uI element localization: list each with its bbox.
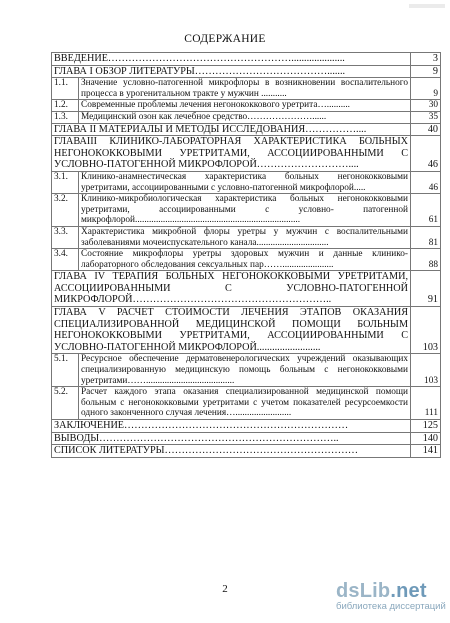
toc-page-number: 30: [411, 100, 441, 112]
toc-section-row: [52, 100, 441, 112]
page-title: СОДЕРЖАНИЕ: [184, 33, 266, 45]
toc-section-number: 1.2.: [52, 100, 79, 112]
watermark-logo: [336, 580, 446, 603]
toc-page-number: 141: [411, 445, 441, 458]
toc-page-number: 91: [411, 271, 441, 307]
toc-chapter-title: ЗАКЛЮЧЕНИЕ…………………………………………………………: [52, 420, 411, 433]
toc-page-number: 111: [411, 387, 441, 420]
toc-chapter-row: [52, 432, 441, 445]
toc-entry-title: Клинико-микробиологическая характеристика больных негонококковыми уретритами, ассоциированными с условно- патогенной микрофлорой.......................................................................: [79, 194, 411, 227]
toc-page-number: 103: [411, 354, 441, 387]
toc-page-number: 125: [411, 420, 441, 433]
toc-section-row: [52, 78, 441, 100]
toc-section-number: 3.4.: [52, 249, 79, 271]
toc-page-number: 40: [411, 123, 441, 136]
toc-page-number: 81: [411, 226, 441, 248]
toc-section-number: 5.1.: [52, 354, 79, 387]
toc-page-number: 103: [411, 307, 441, 354]
toc-chapter-title: ВЫВОДЫ……………………………………………………………..: [52, 432, 411, 445]
toc-chapter-title: ГЛАВА IV ТЕРАПИЯ БОЛЬНЫХ НЕГОНОКОККОВЫМИ УРЕТРИТАМИ, АССОЦИИРОВАННЫМИ С УСЛОВНО-ПАТОГЕННОЙ МИКРОФЛОРОЙ…………………………………………………..: [52, 271, 411, 307]
toc-page-number: 46: [411, 136, 441, 172]
toc-section-row: [52, 194, 441, 227]
watermark-subtitle: библиотека диссертаций: [336, 601, 446, 612]
toc-entry-title: Ресурсное обеспечение дерматовенерологических учреждений оказывающих специализированную медицинскую помощь больным с негонококковыми уретритами……......................................: [79, 354, 411, 387]
toc-page-number: 46: [411, 171, 441, 193]
page-number: 2: [222, 583, 228, 595]
toc-entry-title: Современные проблемы лечения негонококкового уретрита…..........: [79, 100, 411, 112]
toc-page-number: 35: [411, 111, 441, 123]
toc-chapter-title: СПИСОК ЛИТЕРАТУРЫ…………………………………………………: [52, 445, 411, 458]
toc-chapter-title: ГЛАВА V РАСЧЕТ СТОИМОСТИ ЛЕЧЕНИЯ ЭТАПОВ ОКАЗАНИЯ СПЕЦИАЛИЗИРОВАННОЙ МЕДИЦИНСКОЙ ПОМОЩИ БОЛЬНЫМ НЕГОНОКОККОВЫМИ УРЕТРИТАМИ, АССОЦИИРОВАННЫМИ С УСЛОВНО-ПАТОГЕННОЙ МИКРОФЛОРОЙ.........................: [52, 307, 411, 354]
watermark-logo-tld: .net: [390, 580, 427, 602]
toc-chapter-title: ГЛАВАIII КЛИНИКО-ЛАБОРАТОРНАЯ ХАРАКТЕРИСТИКА БОЛЬНЫХ НЕГОНОКОККОВЫМИ УРЕТРИТАМИ, АССОЦИИРОВАННЫМИ С УСЛОВНО-ПАТОГЕННОЙ МИКРОФЛОРОЙ………………………....: [52, 136, 411, 172]
toc-entry-title: Состояние микрофлоры уретры здоровых мужчин и данные клинико-лабораторного обследования сексуальных пар……......................: [79, 249, 411, 271]
toc-page-number: 88: [411, 249, 441, 271]
scan-artifact: [409, 4, 445, 8]
toc-body: [52, 53, 441, 458]
toc-chapter-row: [52, 123, 441, 136]
toc-page-number: 9: [411, 78, 441, 100]
toc-chapter-row: [52, 65, 441, 78]
table-of-contents: [51, 52, 441, 458]
watermark: [336, 580, 446, 620]
toc-chapter-row: [52, 420, 441, 433]
toc-chapter-title: ГЛАВА I ОБЗОР ЛИТЕРАТУРЫ………………………………….......: [52, 65, 411, 78]
toc-section-number: 5.2.: [52, 387, 79, 420]
toc-section-row: [52, 354, 441, 387]
toc-entry-title: Клинико-анамнестическая характеристика больных негонококковыми уретритами, ассоциированными с условно-патогенной микрофлорой.....: [79, 171, 411, 193]
toc-section-row: [52, 111, 441, 123]
toc-section-number: 1.3.: [52, 111, 79, 123]
toc-page-number: 140: [411, 432, 441, 445]
toc-chapter-row: [52, 53, 441, 66]
toc-entry-title: Расчет каждого этапа оказания специализированной медицинской помощи больным с негонококковыми уретритами с учетом показателей ресурсоемкости одного законченного случая лечения…........................: [79, 387, 411, 420]
toc-section-number: 3.1.: [52, 171, 79, 193]
toc-page-number: 61: [411, 194, 441, 227]
toc-section-number: 3.2.: [52, 194, 79, 227]
toc-section-row: [52, 226, 441, 248]
toc-chapter-row: [52, 307, 441, 354]
toc-chapter-title: ВВЕДЕНИЕ……………………………………………….....................: [52, 53, 411, 66]
toc-chapter-title: ГЛАВА II МАТЕРИАЛЫ И МЕТОДЫ ИССЛЕДОВАНИЯ……………....: [52, 123, 411, 136]
toc-section-number: 1.1.: [52, 78, 79, 100]
toc-entry-title: Значение условно-патогенной микрофлоры в возникновении воспалительного процесса в урогенитальном тракте у мужчин ...........: [79, 78, 411, 100]
toc-chapter-row: [52, 136, 441, 172]
toc-section-row: [52, 171, 441, 193]
toc-chapter-row: [52, 271, 441, 307]
toc-page-number: 3: [411, 53, 441, 66]
toc-entry-title: Медицинский озон как лечебное средство…………………......: [79, 111, 411, 123]
toc-page-number: 9: [411, 65, 441, 78]
toc-section-number: 3.3.: [52, 226, 79, 248]
watermark-logo-name: dsLib: [336, 580, 391, 602]
toc-chapter-row: [52, 445, 441, 458]
toc-section-row: [52, 387, 441, 420]
toc-section-row: [52, 249, 441, 271]
toc-entry-title: Характеристика микробной флоры уретры у мужчин с воспалительными заболеваниями мочеиспускательного канала...............................: [79, 226, 411, 248]
